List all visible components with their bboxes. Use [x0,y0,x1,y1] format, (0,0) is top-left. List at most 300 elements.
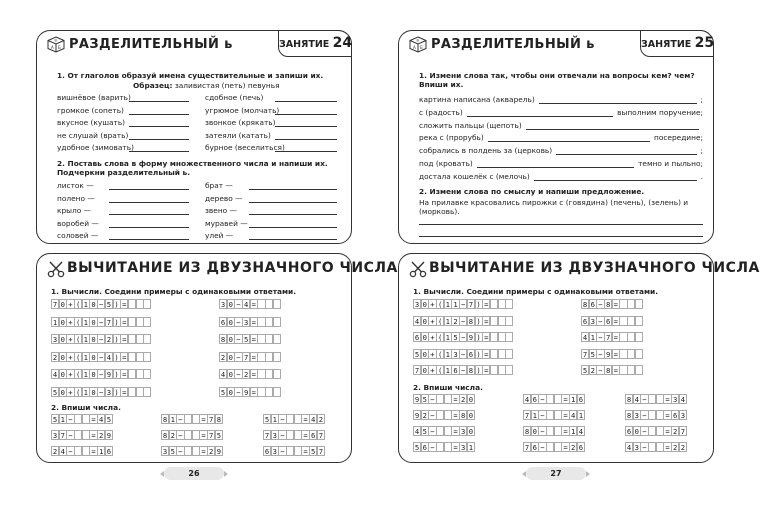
grid-cell: − [430,395,435,404]
grid-cell: 2 [52,352,58,362]
grid-cell: 4 [220,370,226,379]
example-grid [413,349,513,359]
task-1-text: 1. Вычисли. Соедини примеры с одинаковыми ответами. [51,287,297,296]
grid-cell: 2 [461,395,466,404]
grid-cell: 0 [468,395,474,404]
answer-line[interactable] [275,101,337,102]
answer-line[interactable] [275,151,337,152]
grid-cell: ( [75,317,81,327]
grid-cell: ( [75,335,81,344]
grid-cell[interactable] [273,317,281,327]
grid-cell: = [251,300,256,309]
grid-cell: 0 [228,317,233,327]
example-grid [51,299,151,309]
grid-cell: 2 [99,431,104,440]
example-grid [51,387,151,397]
grid-cell: 1 [571,395,576,404]
grid-cell: + [68,370,73,379]
answer-line[interactable] [109,239,189,240]
word-prompt: воробей — [57,218,99,228]
task-1-text: 1. От глаголов образуй имена существительные и запиши их. [57,71,324,80]
grid-cell: − [99,387,104,397]
answer-line[interactable] [129,126,189,127]
grid-cell: = [201,415,206,424]
grid-cell[interactable] [635,365,643,375]
grid-cell[interactable] [505,332,513,342]
example-grid [51,369,151,379]
grid-cell: ) [476,366,481,375]
grid-cell: = [303,447,308,456]
answer-line[interactable] [534,180,697,181]
lesson-badge: ЗАНЯТИЕ 24 [278,30,352,57]
grid-cell: − [642,443,647,452]
grid-cell: 8 [162,431,168,440]
grid-cell: = [613,300,618,309]
grid-cell: 5 [414,443,420,452]
grid-cell: 5 [582,366,588,375]
answer-line[interactable] [129,114,189,115]
grid-cell: = [665,411,670,420]
grid-cell: − [430,443,435,452]
line-suffix: посередине; [654,133,703,143]
left-math-card [36,253,398,463]
grid-cell: = [484,349,489,359]
example-grid [219,299,281,309]
grid-cell: 0 [422,333,427,342]
grid-cell: 5 [52,387,58,397]
grid-cell: − [99,300,104,309]
grid-cell: + [68,387,73,397]
fill-example [413,442,475,452]
word-prompt: звено — [205,206,237,215]
grid-cell: − [642,427,647,436]
grid-cell: 8 [468,316,474,326]
grid-cell[interactable] [273,299,281,309]
grid-cell: 8 [605,366,611,375]
answer-line[interactable] [129,139,189,140]
answer-line[interactable] [249,202,337,203]
grid-cell: + [68,335,73,344]
grid-cell: + [430,333,435,342]
line-prompt: с (радость) [419,107,463,117]
answer-line[interactable] [556,154,696,155]
grid-cell: ) [114,387,119,397]
example-grid [581,316,643,326]
grid-cell: 0 [91,335,96,344]
grid-cell: − [99,335,104,344]
grid-cell: 6 [578,443,584,452]
grid-cell: − [642,395,647,404]
grid-cell: 5 [243,335,249,344]
grid-cell: 1 [170,415,175,424]
grid-cell: 6 [578,395,584,404]
svg-text:Б: Б [58,45,61,50]
grid-cell: 7 [524,443,530,452]
grid-cell: = [453,411,458,420]
grid-cell: 9 [414,411,420,420]
answer-line [419,236,703,237]
grid-cell: 1 [578,411,584,420]
fill-example [51,414,113,424]
grid-cell: 3 [414,300,420,309]
example-grid [51,317,151,327]
answer-line[interactable] [249,189,337,190]
fill-example [523,426,585,436]
card-header [37,31,351,57]
grid-cell[interactable] [635,349,643,359]
example-grid [219,387,281,397]
scissors-icon [409,260,427,278]
grid-cell: = [251,352,256,362]
grid-cell: ) [476,300,481,309]
grid-cell: 2 [209,447,214,456]
grid-cell[interactable] [273,369,281,379]
svg-text:В: В [54,38,57,43]
grid-cell: ( [75,387,81,397]
grid-cell: 2 [243,370,249,379]
grid-cell: = [453,395,458,404]
answer-line[interactable] [109,189,189,190]
answer-line[interactable] [275,114,337,115]
grid-cell: 1 [83,317,88,327]
grid-cell: − [68,447,73,456]
grid-cell: = [563,443,568,452]
grid-cell[interactable] [505,299,513,309]
grid-cell[interactable] [635,316,643,326]
fill-example [625,410,687,420]
answer-line[interactable] [129,101,189,102]
grid-cell: ) [114,352,119,362]
fill-example [625,442,687,452]
fill-example [263,446,325,456]
grid-cell[interactable] [273,334,281,344]
abc-cube-icon [409,36,427,53]
grid-cell: = [563,411,568,420]
line-prompt: картина написана (акварель) [419,95,535,104]
grid-cell: 6 [468,349,474,359]
grid-cell: 2 [680,443,686,452]
grid-cell: 7 [106,317,112,327]
grid-cell: = [563,395,568,404]
grid-cell: 4 [243,300,249,309]
word-prompt: полено — [57,193,95,203]
grid-cell: 4 [414,427,420,436]
answer-line[interactable] [275,126,337,127]
line-prompt: под (кровать) [419,159,473,168]
grid-cell[interactable] [143,352,151,362]
grid-cell[interactable] [505,316,513,326]
answer-line[interactable] [526,129,699,130]
grid-cell: = [665,427,670,436]
grid-cell[interactable] [273,387,281,397]
grid-cell: 4 [578,427,584,436]
grid-cell: − [598,333,603,342]
grid-cell: − [99,352,104,362]
grid-cell[interactable] [143,387,151,397]
grid-cell: 6 [532,443,537,452]
grid-cell: 2 [106,335,112,344]
word-prompt: бурное (веселиться) [205,143,285,152]
answer-line[interactable] [249,214,337,215]
grid-cell: = [91,431,96,440]
grid-cell: − [430,427,435,436]
grid-cell: 2 [673,427,678,436]
grid-cell[interactable] [635,299,643,309]
answer-line[interactable] [109,227,189,228]
grid-cell: − [178,431,183,440]
grid-cell: 3 [453,349,458,359]
grid-cell: ( [75,300,81,309]
grid-cell: + [430,300,435,309]
grid-cell: 8 [216,415,222,424]
grid-cell: 1 [453,300,458,309]
grid-cell: 0 [60,335,65,344]
grid-cell: = [613,366,618,375]
line-suffix: . [700,171,703,181]
grid-cell: 0 [60,370,65,379]
fill-example [523,410,585,420]
grid-cell: − [461,300,466,309]
answer-line[interactable] [467,116,613,117]
line-prompt: река с (прорубь) [419,133,484,143]
grid-cell: − [236,317,241,327]
grid-cell: = [251,370,256,379]
grid-cell: − [236,300,241,309]
svg-text:Б: Б [420,45,423,50]
grid-cell: ) [114,300,119,309]
grid-cell: + [68,352,73,362]
example-grid [413,365,513,375]
grid-cell: 0 [468,427,474,436]
grid-cell[interactable] [505,349,513,359]
grid-cell: 1 [445,300,450,309]
grid-cell: 0 [228,335,233,344]
answer-line[interactable] [129,151,189,152]
grid-cell: − [178,415,183,424]
grid-cell: 0 [532,427,537,436]
grid-cell: 1 [445,349,450,359]
grid-cell: 4 [106,352,112,362]
task-2-text: 2. Поставь слова в форму множественного числа и напиши их. Подчеркни разделительный ь. [57,159,328,177]
fill-example [625,426,687,436]
grid-cell: 7 [52,300,58,309]
grid-cell: 1 [83,370,88,379]
grid-cell: 1 [445,316,450,326]
example-grid [219,317,281,327]
right-spelling-card [398,30,714,244]
fill-example [161,446,223,456]
answer-line[interactable] [109,202,189,203]
grid-cell: 4 [99,415,104,424]
fill-example [413,410,475,420]
answer-line[interactable] [109,214,189,215]
grid-cell: 8 [626,411,632,420]
grid-cell: ( [437,316,443,326]
answer-line[interactable] [488,141,650,142]
grid-cell: 8 [524,427,530,436]
grid-cell: 9 [106,431,112,440]
grid-cell: 0 [228,300,233,309]
grid-cell: − [178,447,183,456]
grid-cell: = [453,427,458,436]
grid-cell: 7 [414,366,420,375]
grid-cell: 5 [311,447,316,456]
grid-cell: 6 [605,316,611,326]
grid-cell: 8 [626,395,632,404]
svg-text:А: А [413,45,416,50]
grid-cell: 0 [422,300,427,309]
answer-line[interactable] [275,139,337,140]
word-prompt: вишнёвое (варить) [57,93,131,102]
grid-cell: − [642,411,647,420]
grid-cell: 7 [243,352,249,362]
grid-cell: 8 [582,300,588,309]
grid-cell: 3 [272,431,277,440]
task-2-text: 2. Впиши числа. [51,403,121,412]
word-prompt: вкусное (кушать) [57,118,126,127]
grid-cell: 5 [422,427,427,436]
grid-cell: 1 [60,415,65,424]
grid-cell: − [99,370,104,379]
grid-cell: 0 [228,370,233,379]
grid-cell: 3 [220,300,226,309]
grid-cell: = [91,447,96,456]
example-grid [581,332,643,342]
grid-cell: 1 [532,411,537,420]
grid-cell: = [91,415,96,424]
grid-cell: − [598,366,603,375]
grid-cell: 6 [264,447,270,456]
grid-cell: 7 [680,427,686,436]
grid-cell: 1 [445,333,450,342]
grid-cell: + [430,349,435,359]
card-title: РАЗДЕЛИТЕЛЬНЫЙ ь [69,37,233,52]
line-suffix: ; [700,95,703,104]
grid-cell: 8 [162,415,168,424]
right-math-card [398,253,760,463]
grid-cell: 2 [453,316,458,326]
grid-cell[interactable] [635,332,643,342]
word-prompt: улей — [205,231,234,240]
page-number: 26 [164,467,224,480]
fill-example [263,430,325,440]
grid-cell: = [251,335,256,344]
grid-cell[interactable] [505,365,513,375]
grid-cell: 8 [605,300,611,309]
grid-cell: 9 [106,370,112,379]
word-prompt: соловей — [57,231,99,240]
task-1-text: 1. Вычисли. Соедини примеры с одинаковыми ответами. [413,287,659,296]
grid-cell: 7 [524,411,530,420]
grid-cell: 5 [590,349,595,359]
grid-cell: = [122,317,127,327]
grid-cell: − [236,387,241,397]
answer-line[interactable] [249,239,337,240]
grid-cell: 4 [680,395,686,404]
grid-cell: ( [75,370,81,379]
grid-cell[interactable] [143,369,151,379]
grid-cell: 6 [106,447,112,456]
grid-cell: 5 [106,415,112,424]
grid-cell: 6 [220,317,226,327]
grid-cell: = [122,352,127,362]
example-grid [413,332,513,342]
word-prompt: удобное (зимовать) [57,143,134,152]
word-prompt: муравей — [205,218,248,228]
grid-cell[interactable] [273,352,281,362]
grid-cell: = [613,349,618,359]
grid-cell: − [280,431,285,440]
grid-cell: = [122,387,127,397]
grid-cell: − [461,316,466,326]
grid-cell: 0 [228,387,233,397]
grid-cell: 6 [311,431,316,440]
answer-line[interactable] [249,227,337,228]
grid-cell: − [280,415,285,424]
grid-cell: 0 [228,352,233,362]
fill-example [51,430,113,440]
grid-cell: = [484,333,489,342]
grid-cell: 1 [445,366,450,375]
grid-cell: 4 [626,443,632,452]
grid-cell: 5 [422,395,427,404]
grid-cell: 7 [605,333,611,342]
line-suffix: темно и пыльно; [638,159,703,168]
word-prompt: дерево — [205,193,243,203]
grid-cell: ) [114,317,119,327]
grid-cell: 2 [422,411,427,420]
grid-cell: − [461,349,466,359]
grid-cell[interactable] [143,334,151,344]
grid-cell[interactable] [143,317,151,327]
grid-cell: 2 [673,443,678,452]
grid-cell: 5 [264,415,270,424]
grid-cell: 0 [60,300,65,309]
grid-cell: 2 [571,443,576,452]
fill-example [523,442,585,452]
grid-cell[interactable] [143,299,151,309]
grid-cell: 9 [414,395,420,404]
grid-cell: = [122,335,127,344]
grid-cell: 0 [91,352,96,362]
grid-cell: 3 [52,431,58,440]
grid-cell: − [236,335,241,344]
word-prompt: крыло — [57,206,91,215]
grid-cell: 9 [216,447,222,456]
grid-cell: 1 [83,387,88,397]
grid-cell: 6 [422,443,427,452]
grid-cell: − [598,300,603,309]
line-prompt: сложить пальцы (щепоть) [419,120,522,130]
grid-cell: = [251,317,256,327]
page-number: 27 [526,467,586,480]
sample: Образец: заливистая (петь) певунья [133,81,280,90]
grid-cell: 5 [453,333,458,342]
answer-line[interactable] [539,103,697,104]
answer-line[interactable] [477,167,634,168]
grid-cell: = [453,443,458,452]
grid-cell: 0 [91,317,96,327]
grid-cell: − [68,415,73,424]
grid-cell: = [613,333,618,342]
fill-example [51,446,113,456]
grid-cell: ( [437,349,443,359]
card-header [399,31,713,57]
grid-cell: − [280,447,285,456]
grid-cell: 6 [453,366,458,375]
grid-cell: + [430,316,435,326]
grid-cell: = [613,316,618,326]
